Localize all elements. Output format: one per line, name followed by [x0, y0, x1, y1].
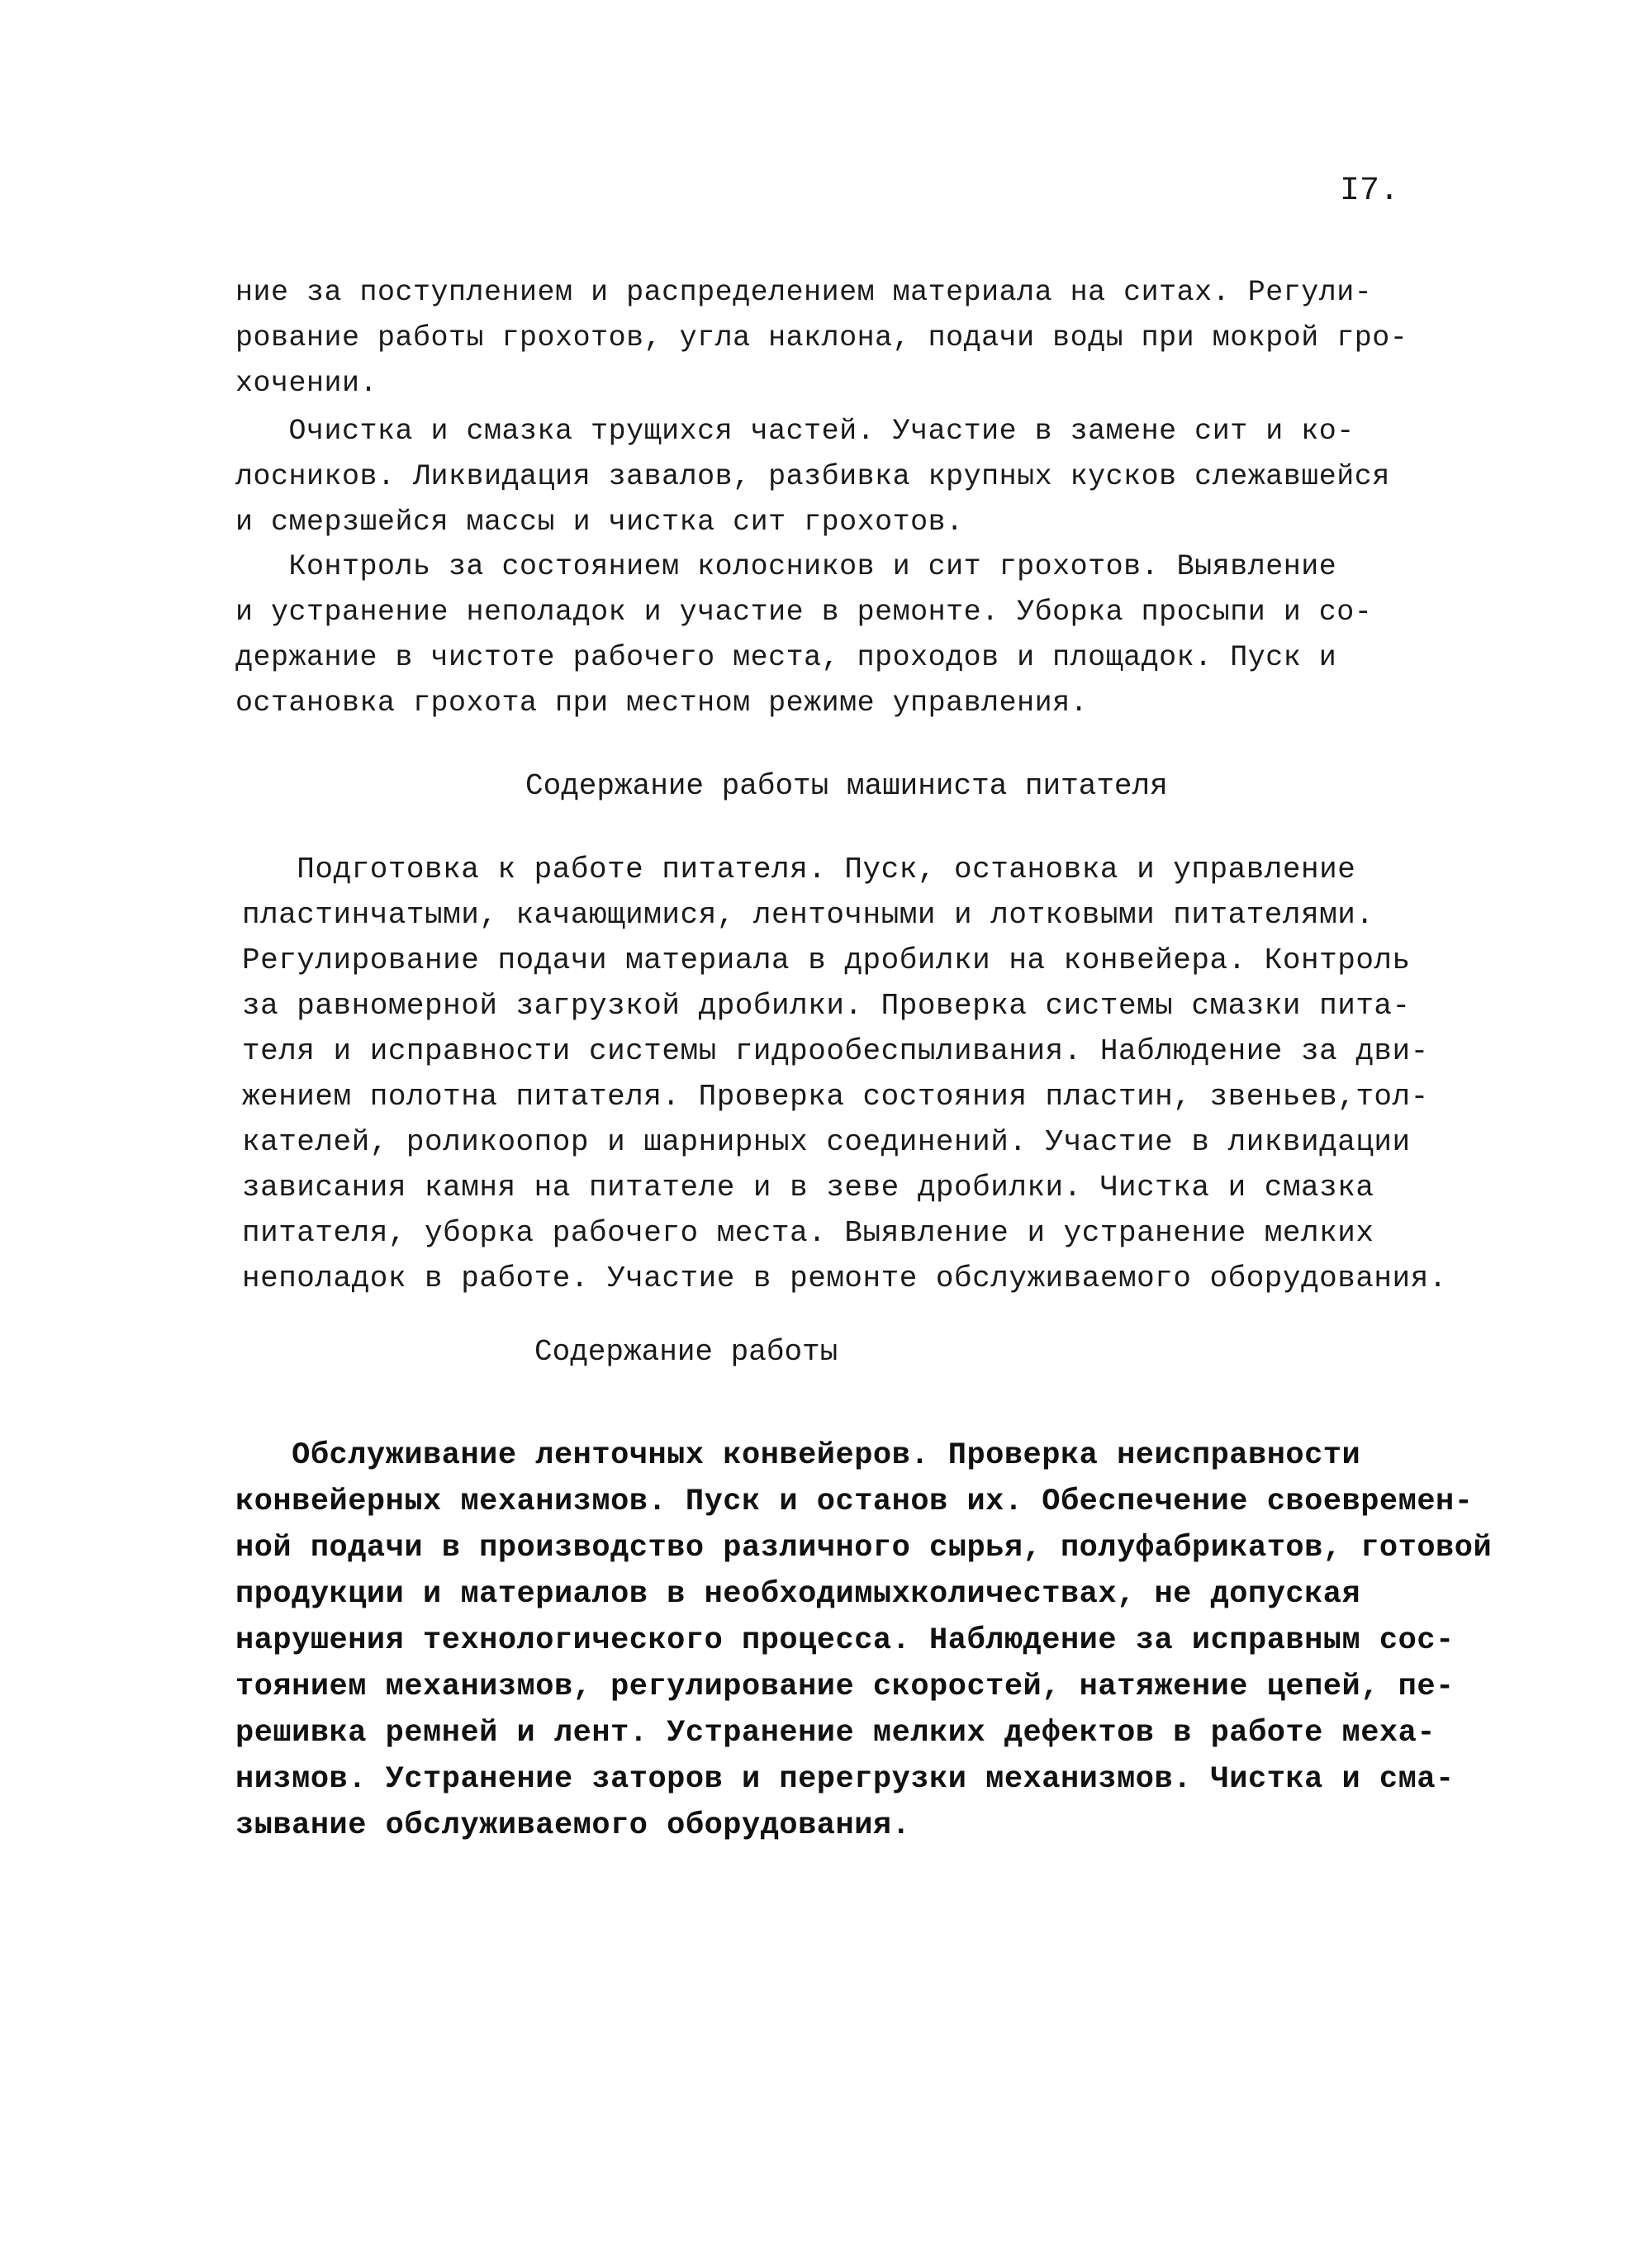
text-line: Контроль за состоянием колосников и сит грохотов. Выявление	[235, 550, 1337, 583]
text-line: неполадок в работе. Участие в ремонте обслуживаемого оборудования.	[242, 1261, 1447, 1295]
text-line: и устранение неполадок и участие в ремонте. Уборка просыпи и со-	[235, 596, 1373, 629]
text-line: зависания камня на питателе и в зеве дробилки. Чистка и смазка	[242, 1171, 1374, 1204]
text-line: теля и исправности системы гидрообеспыливания. Наблюдение за дви-	[242, 1034, 1429, 1068]
text-line: продукции и материалов в необходимыхколичествах, не допуская	[235, 1577, 1361, 1612]
text-line: питателя, уборка рабочего места. Выявление и устранение мелких	[242, 1216, 1374, 1250]
text-line: зывание обслуживаемого оборудования.	[235, 1808, 911, 1843]
text-line: Очистка и смазка трущихся частей. Участие в замене сит и ко-	[235, 415, 1355, 448]
section-1-paragraph-3	[235, 544, 1372, 726]
text-line: тоянием механизмов, регулирование скоростей, натяжение цепей, пе-	[235, 1670, 1455, 1704]
section-1-paragraph-2	[235, 409, 1390, 545]
text-line: остановка грохота при местном режиме управления.	[235, 687, 1089, 720]
text-line: решивка ремней и лент. Устранение мелких дефектов в работе меха-	[235, 1716, 1436, 1751]
text-line: Обслуживание ленточных конвейеров. Проверка неисправности	[235, 1438, 1361, 1473]
text-line: кателей, роликоопор и шарнирных соединений. Участие в ликвидации	[242, 1125, 1411, 1159]
text-line: Подготовка к работе питателя. Пуск, остановка и управление	[242, 853, 1356, 886]
text-line: за равномерной загрузкой дробилки. Проверка системы смазки пита-	[242, 989, 1411, 1023]
text-line: пластинчатыми, качающимися, ленточными и лотковыми питателями.	[242, 898, 1374, 932]
text-line: рование работы грохотов, угла наклона, подачи воды при мокрой гро-	[235, 321, 1408, 354]
section-1-paragraph-1	[235, 270, 1408, 406]
text-line: конвейерных механизмов. Пуск и останов их. Обеспечение своевремен-	[235, 1485, 1474, 1519]
text-line: ной подачи в производство различного сырья, полуфабрикатов, готовой	[235, 1531, 1493, 1565]
text-line: Регулирование подачи материала в дробилки на конвейера. Контроль	[242, 943, 1411, 977]
text-line: жением полотна питателя. Проверка состояния пластин, звеньев,тол-	[242, 1080, 1429, 1114]
text-line: держание в чистоте рабочего места, проходов и площадок. Пуск и	[235, 641, 1337, 674]
text-line: низмов. Устранение заторов и перегрузки механизмов. Чистка и сма-	[235, 1762, 1455, 1797]
text-line: лосников. Ликвидация завалов, разбивка крупных кусков слежавшейся	[235, 460, 1390, 493]
text-line: хочении.	[235, 367, 378, 400]
section-heading-work-content: Содержание работы	[534, 1335, 838, 1369]
page-number: I7.	[1340, 173, 1400, 210]
section-2-paragraph	[242, 847, 1447, 1301]
text-line: нарушения технологического процесса. Наблюдение за исправным сос-	[235, 1623, 1455, 1658]
text-line: ние за поступлением и распределением материала на ситах. Регули-	[235, 276, 1373, 309]
section-3-paragraph	[235, 1432, 1492, 1849]
text-line: и смерзшейся массы и чистка сит грохотов.	[235, 506, 964, 539]
section-heading-feeder-operator: Содержание работы машиниста питателя	[525, 769, 1168, 803]
